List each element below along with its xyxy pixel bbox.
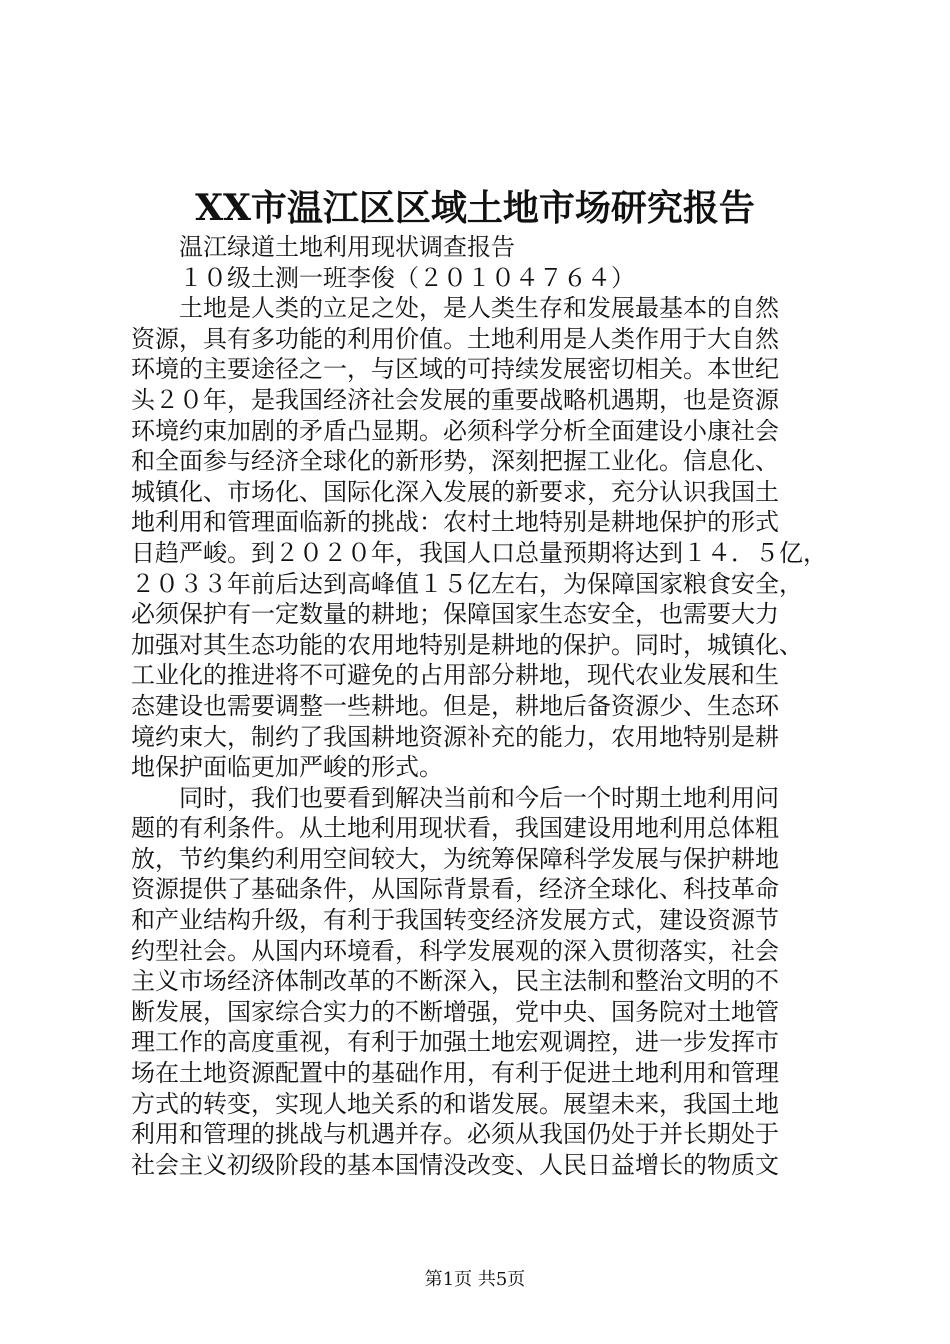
subtitle-line: 温江绿道土地利用现状调查报告 xyxy=(179,233,515,261)
paragraph-1-line: 地保护面临更加严峻的形式。 xyxy=(131,753,443,782)
paragraph-2-line: 利用和管理的挑战与机遇并存。必须从我国仍处于并长期处于 xyxy=(131,1120,779,1149)
paragraph-1-line: 环境的主要途径之一，与区域的可持续发展密切相关。本世纪 xyxy=(131,355,779,384)
paragraph-1-line: 境约束大，制约了我国耕地资源补充的能力，农用地特别是耕 xyxy=(131,722,779,751)
paragraph-2-line: 题的有利条件。从土地利用现状看，我国建设用地利用总体粗 xyxy=(131,814,779,843)
paragraph-2-line: 主义市场经济体制改革的不断深入，民主法制和整治文明的不 xyxy=(131,967,779,996)
paragraph-2-line: 方式的转变，实现人地关系的和谐发展。展望未来，我国土地 xyxy=(131,1089,779,1118)
paragraph-1-line: 和全面参与经济全球化的新形势，深刻把握工业化。信息化、 xyxy=(131,447,779,476)
paragraph-2-line: 资源提供了基础条件，从国际背景看，经济全球化、科技革命 xyxy=(131,875,779,904)
paragraph-2-line: 理工作的高度重视，有利于加强土地宏观调控，进一步发挥市 xyxy=(131,1028,779,1057)
paragraph-1-line: 资源，具有多功能的利用价值。土地利用是人类作用于大自然 xyxy=(131,324,779,353)
paragraph-1-line: 日趋严峻。到２０２０年，我国人口总量预期将达到１４．５亿， xyxy=(131,538,827,567)
paragraph-2-line: 断发展，国家综合实力的不断增强，党中央、国务院对土地管 xyxy=(131,997,779,1026)
author-line: １０级土测一班李俊（２０１０４７６４） xyxy=(179,263,635,292)
paragraph-1-line: 工业化的推进将不可避免的占用部分耕地，现代农业发展和生 xyxy=(131,661,779,690)
document-body xyxy=(131,232,827,1180)
paragraph-1-line: ２０３３年前后达到高峰值１５亿左右，为保障国家粮食安全， xyxy=(131,569,803,598)
paragraph-1-line: 城镇化、市场化、国际化深入发展的新要求，充分认识我国土 xyxy=(131,477,779,506)
paragraph-1-line: 加强对其生态功能的农用地特别是耕地的保护。同时，城镇化、 xyxy=(131,630,803,659)
paragraph-2-line: 社会主义初级阶段的基本国情没改变、人民日益增长的物质文 xyxy=(131,1150,779,1179)
paragraph-1-line: 土地是人类的立足之处，是人类生存和发展最基本的自然 xyxy=(179,294,779,323)
document-title: XX市温江区区域土地市场研究报告 xyxy=(195,187,755,229)
paragraph-1-line: 环境约束加剧的矛盾凸显期。必须科学分析全面建设小康社会 xyxy=(131,416,779,445)
paragraph-2-line: 和产业结构升级，有利于我国转变经济发展方式，建设资源节 xyxy=(131,906,779,935)
paragraph-2-line: 放，节约集约利用空间较大，为统筹保障科学发展与保护耕地 xyxy=(131,844,779,873)
paragraph-1-line: 地利用和管理面临新的挑战：农村土地特别是耕地保护的形式 xyxy=(131,508,779,537)
paragraph-2-line: 同时，我们也要看到解决当前和今后一个时期土地利用问 xyxy=(179,783,779,812)
page-number-footer: 第1页 共5页 xyxy=(424,1269,526,1290)
paragraph-1-line: 头２０年，是我国经济社会发展的重要战略机遇期，也是资源 xyxy=(131,385,779,414)
paragraph-1-line: 必须保护有一定数量的耕地；保障国家生态安全，也需要大力 xyxy=(131,600,779,629)
paragraph-2-line: 场在土地资源配置中的基础作用，有利于促进土地利用和管理 xyxy=(131,1059,779,1088)
paragraph-1-line: 态建设也需要调整一些耕地。但是，耕地后备资源少、生态环 xyxy=(131,691,779,720)
paragraph-2-line: 约型社会。从国内环境看，科学发展观的深入贯彻落实，社会 xyxy=(131,936,779,965)
